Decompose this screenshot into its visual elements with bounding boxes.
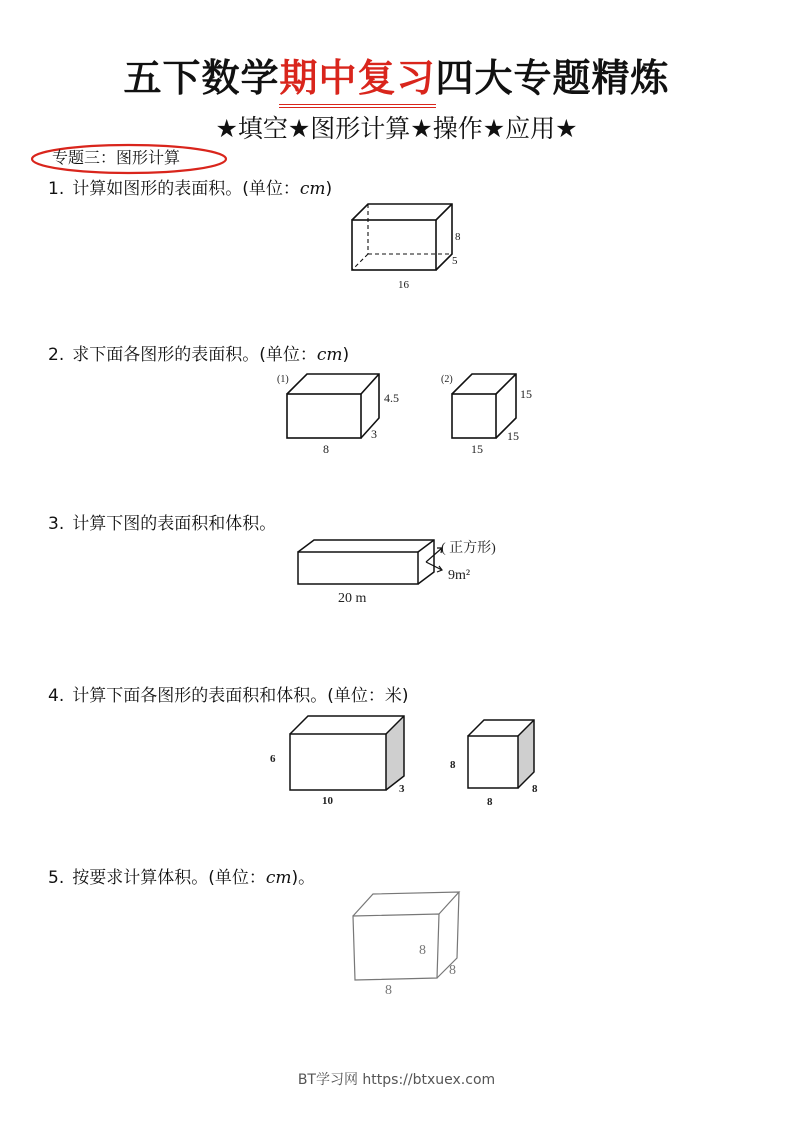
- depth-label: 15: [507, 429, 519, 443]
- footer-watermark: BT学习网 https://btxuex.com: [297, 1072, 496, 1088]
- title-highlight: 期中复习: [279, 52, 435, 104]
- question-number: 5.: [48, 868, 65, 888]
- depth-label: 3: [399, 783, 405, 795]
- height-label: 6: [270, 753, 276, 765]
- question-number: 1.: [48, 179, 65, 199]
- depth-label: 5: [452, 255, 458, 267]
- figure-prism-3: [290, 532, 530, 612]
- figure-tag: (2): [441, 374, 453, 385]
- question-tail: ): [325, 179, 333, 199]
- area-label: 9m²: [448, 568, 471, 583]
- height-label: 8: [450, 759, 456, 771]
- height-label: 15: [520, 387, 532, 401]
- figure-pair-2: [275, 368, 545, 460]
- length-label: 8: [323, 442, 329, 456]
- question-number: 4.: [48, 686, 65, 706]
- unit-text: cm: [316, 345, 343, 365]
- section-heading: [30, 142, 230, 176]
- section-label: 专题三：图形计算: [52, 148, 181, 167]
- question-number: 2.: [48, 345, 65, 365]
- question-2: [48, 344, 349, 366]
- figure-cube-5: [345, 888, 470, 998]
- unit-text: cm: [265, 868, 292, 888]
- length-label: 8: [385, 983, 392, 998]
- length-label: 20 m: [338, 591, 367, 606]
- unit-text: cm: [299, 179, 326, 199]
- question-1: [48, 178, 332, 200]
- depth-label: 8: [449, 963, 456, 978]
- question-tail: )。: [291, 868, 316, 888]
- title-part-3: 四大专题精炼: [435, 56, 670, 100]
- title-part-1: 五下数学: [123, 56, 280, 100]
- depth-label: 8: [532, 783, 538, 795]
- length-label: 10: [322, 795, 333, 807]
- square-note: ( 正方形): [441, 541, 496, 556]
- height-label: 4.5: [384, 391, 399, 405]
- question-text: 求下面各图形的表面积。(单位：: [72, 345, 317, 365]
- figure-pair-4: [262, 710, 552, 810]
- question-number: 3.: [48, 514, 65, 534]
- figure-tag: (1): [277, 374, 289, 385]
- question-5: [48, 867, 315, 889]
- page-title: [0, 52, 793, 104]
- length-label: 15: [471, 442, 483, 456]
- height-label: 8: [419, 943, 426, 958]
- question-text: 按要求计算体积。(单位：: [72, 868, 266, 888]
- length-label: 8: [487, 796, 493, 808]
- question-text: 计算下面各图形的表面积和体积。(单位：米): [72, 686, 409, 706]
- question-text: 计算如图形的表面积。(单位：: [72, 179, 300, 199]
- question-tail: ): [342, 345, 350, 365]
- question-4: [48, 685, 409, 707]
- question-text: 计算下图的表面积和体积。: [72, 514, 277, 534]
- length-label: 16: [398, 279, 409, 291]
- depth-label: 3: [371, 427, 377, 441]
- figure-cuboid-1: [340, 196, 480, 296]
- page-subtitle: ★填空★图形计算★操作★应用★: [215, 114, 578, 143]
- question-3: [48, 513, 276, 535]
- height-label: 8: [455, 231, 461, 243]
